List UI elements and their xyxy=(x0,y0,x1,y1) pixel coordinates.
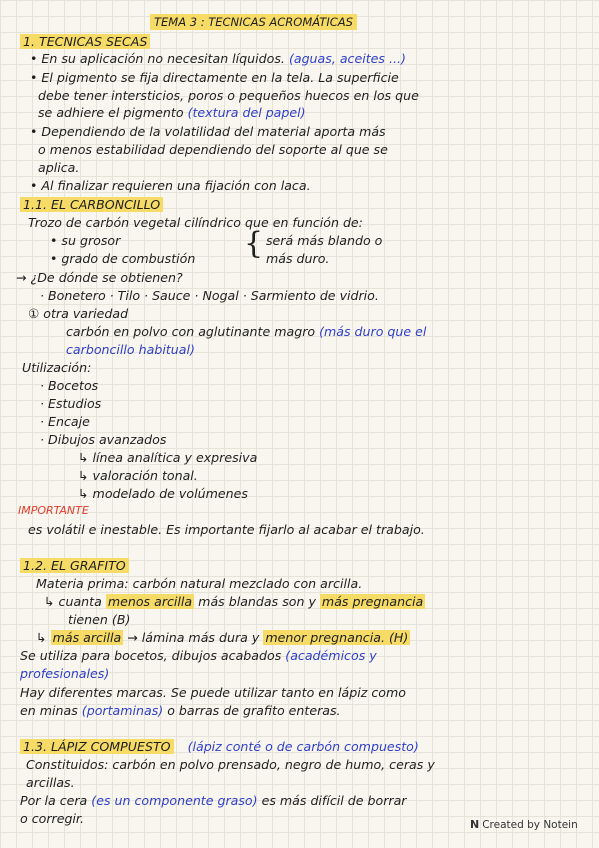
text: ↳ cuanta xyxy=(44,594,102,609)
highlight: más pregnancia xyxy=(321,594,424,609)
note-line: ① otra variedad xyxy=(28,306,129,321)
note-line: o corregir. xyxy=(20,811,84,826)
text: Se utiliza para bocetos, dibujos acabados xyxy=(20,648,282,663)
watermark-text: Created by Notein xyxy=(482,819,578,831)
text: es más difícil de borrar xyxy=(261,793,407,808)
section-heading-grafito xyxy=(20,558,129,574)
text: se adhiere el pigmento xyxy=(38,105,184,120)
note-line xyxy=(38,105,306,121)
note-line: Trozo de carbón vegetal cilíndrico que en función de: xyxy=(28,215,363,230)
list-item: ↳ valoración tonal. xyxy=(78,468,198,483)
list-item: · Bocetos xyxy=(40,378,99,393)
note-line: Materia prima: carbón natural mezclado con arcilla. xyxy=(36,576,363,591)
text: más blandas son y xyxy=(198,594,316,609)
note-line: será más blando o xyxy=(266,233,383,248)
blue-note: (es un componente graso) xyxy=(91,793,258,808)
heading-text: 1.1. EL CARBONCILLO xyxy=(20,197,163,212)
text: o barras de grafito enteras. xyxy=(167,703,341,718)
list-item: · Estudios xyxy=(40,396,102,411)
note-line: Constituidos: carbón en polvo prensado, negro de humo, ceras y xyxy=(26,757,435,772)
note-line: carboncillo habitual) xyxy=(66,342,195,357)
brace-symbol: { xyxy=(244,226,264,261)
note-line: es volátil e inestable. Es importante fijarlo al acabar el trabajo. xyxy=(28,522,425,537)
note-line: · Bonetero · Tilo · Sauce · Nogal · Sarmiento de vidrio. xyxy=(40,288,379,303)
note-line: o menos estabilidad dependiendo del soporte al que se xyxy=(38,142,388,157)
section-heading-carboncillo xyxy=(20,197,163,213)
note-line xyxy=(30,51,406,67)
note-line: más duro. xyxy=(266,251,330,266)
note-line xyxy=(20,703,341,719)
note-line: • El pigmento se fija directamente en la tela. La superficie xyxy=(30,70,399,85)
note-line xyxy=(44,594,425,610)
note-line: • su grosor xyxy=(50,233,121,248)
blue-note: (lápiz conté o de carbón compuesto) xyxy=(187,739,419,754)
text: Por la cera xyxy=(20,793,88,808)
note-line: • Al finalizar requieren una fijación con laca. xyxy=(30,178,311,193)
note-line: arcillas. xyxy=(26,775,75,790)
note-line xyxy=(20,648,377,664)
page-title: TEMA 3 : TECNICAS ACROMÁTICAS xyxy=(150,14,357,30)
heading-text: 1.3. LÁPIZ COMPUESTO xyxy=(20,739,174,754)
notein-watermark xyxy=(470,818,578,832)
highlight: menor pregnancia. (H) xyxy=(265,630,409,645)
note-line: debe tener intersticios, poros o pequeños huecos en los que xyxy=(38,88,419,103)
text: • En su aplicación no necesitan líquidos. xyxy=(30,51,285,66)
blue-note: (más duro que el xyxy=(319,324,427,339)
note-line: Hay diferentes marcas. Se puede utilizar tanto en lápiz como xyxy=(20,685,406,700)
important-label: IMPORTANTE xyxy=(18,504,89,517)
highlight: menos arcilla xyxy=(107,594,193,609)
text: ↳ xyxy=(36,630,47,645)
heading-text: 1. TECNICAS SECAS xyxy=(20,34,150,49)
note-line: aplica. xyxy=(38,160,80,175)
note-line xyxy=(20,793,407,809)
heading-text: 1.2. EL GRAFITO xyxy=(20,558,129,573)
text: carbón en polvo con aglutinante magro xyxy=(66,324,316,339)
blue-note: (académicos y xyxy=(285,648,377,663)
blue-note: (textura del papel) xyxy=(187,105,306,120)
notein-logo-icon: N xyxy=(470,818,480,831)
text: en minas xyxy=(20,703,78,718)
list-item: · Dibujos avanzados xyxy=(40,432,167,447)
note-line: Utilización: xyxy=(22,360,92,375)
note-line: → ¿De dónde se obtienen? xyxy=(16,270,183,285)
blue-note: (portaminas) xyxy=(81,703,164,718)
note-line xyxy=(36,630,410,646)
note-line: tienen (B) xyxy=(68,612,131,627)
text: → lámina más dura y xyxy=(127,630,260,645)
blue-note: (aguas, aceites ...) xyxy=(288,51,406,66)
note-line: profesionales) xyxy=(20,666,110,681)
note-line: • Dependiendo de la volatilidad del material aporta más xyxy=(30,124,386,139)
list-item: ↳ línea analítica y expresiva xyxy=(78,450,258,465)
list-item: · Encaje xyxy=(40,414,90,429)
section-heading-tecnicas-secas xyxy=(20,34,150,50)
section-heading-lapiz-compuesto xyxy=(20,739,419,755)
highlight: más arcilla xyxy=(52,630,122,645)
note-line: • grado de combustión xyxy=(50,251,196,266)
list-item: ↳ modelado de volúmenes xyxy=(78,486,248,501)
note-line xyxy=(66,324,426,340)
